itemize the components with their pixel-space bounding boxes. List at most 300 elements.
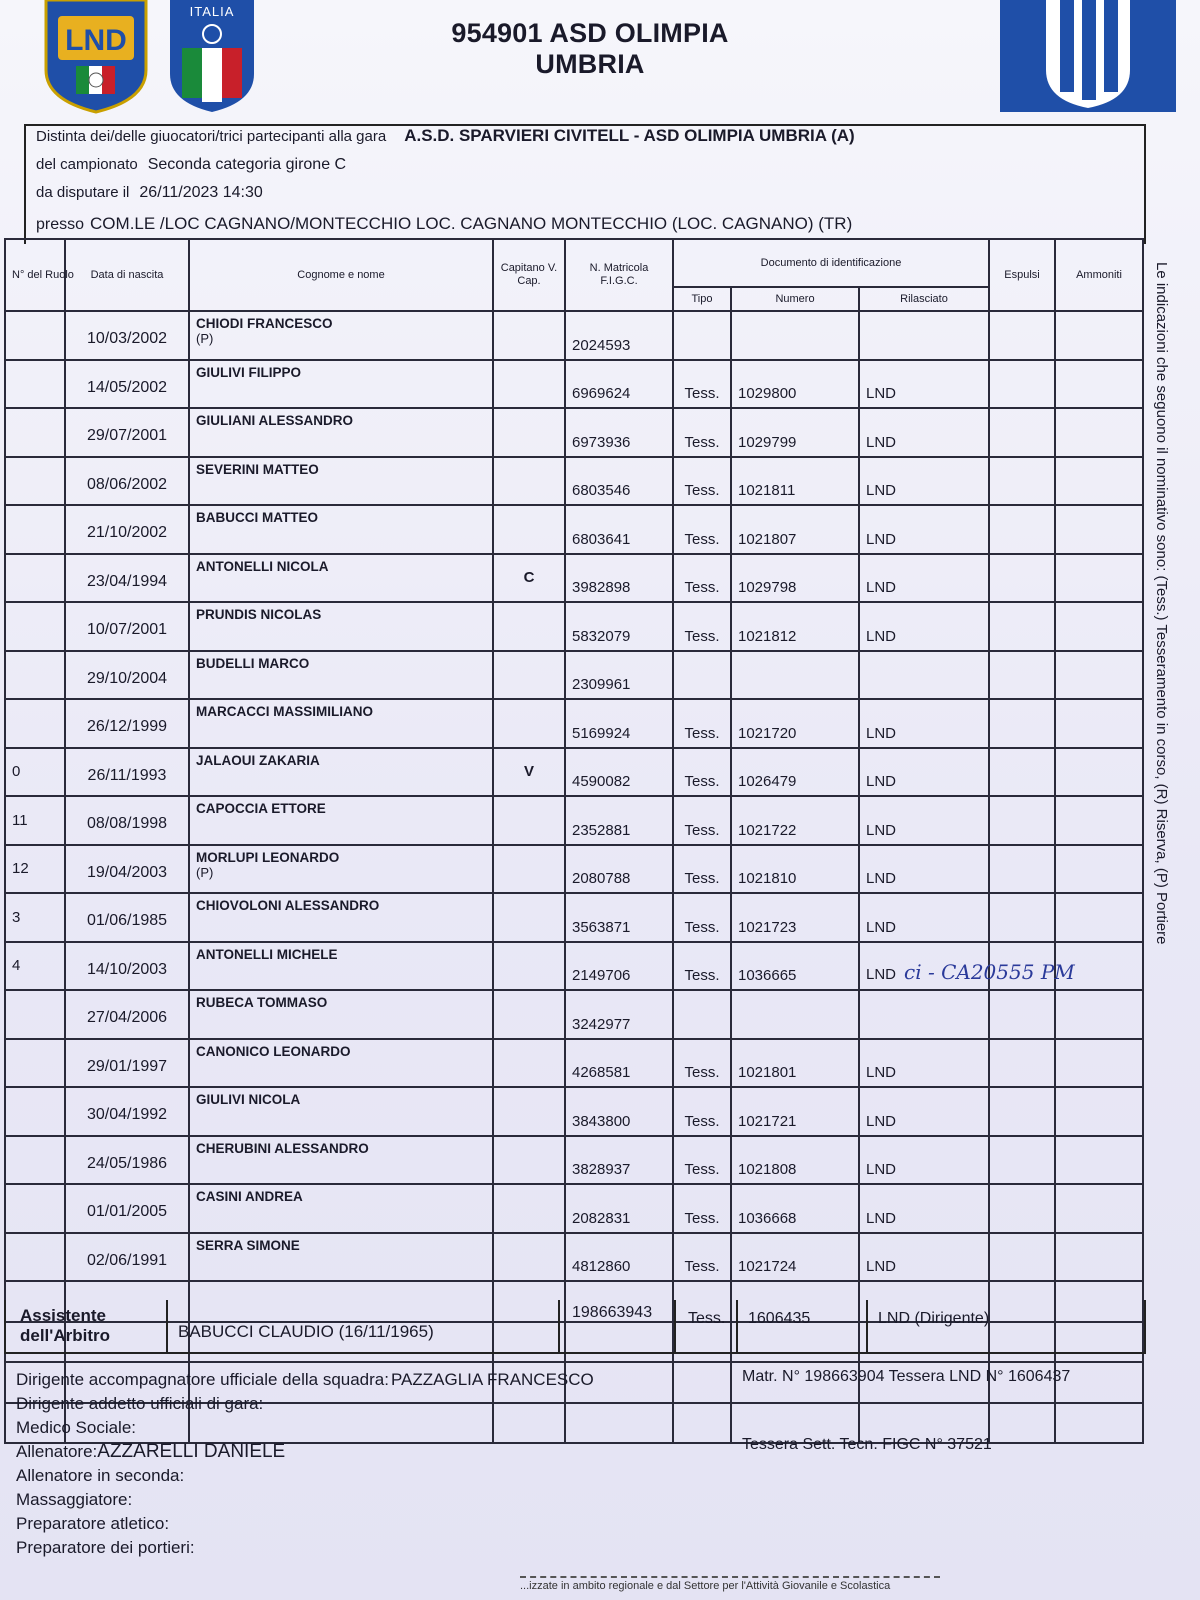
player-name: GIULIVI FILIPPO xyxy=(196,364,302,380)
footer-note: ...izzate in ambito regionale e dal Settore per l'Attività Giovanile e Scolastica xyxy=(520,1576,940,1592)
col-matricola: N. Matricola F.I.G.C. xyxy=(565,239,673,311)
cell-num: 1021724 xyxy=(731,1233,859,1282)
cell-ruolo xyxy=(5,311,65,360)
cell-dob: 01/06/1985 xyxy=(65,893,189,942)
cell-matr: 3563871 xyxy=(565,893,673,942)
col-tipo: Tipo xyxy=(673,287,731,311)
allenatore-tessera-info: Tessera Sett. Tecn. FIGC N° 37521 xyxy=(742,1436,992,1453)
cell-cap xyxy=(493,1039,565,1088)
cell-matr: 2082831 xyxy=(565,1184,673,1233)
cell-tipo: Tess. xyxy=(673,699,731,748)
cell-ammoniti xyxy=(1055,748,1143,797)
cell-dob: 19/04/2003 xyxy=(65,845,189,894)
cell-num: 1036668 xyxy=(731,1184,859,1233)
cell-num: 1021721 xyxy=(731,1087,859,1136)
cell-num: 1021722 xyxy=(731,796,859,845)
cell-matr: 3828937 xyxy=(565,1136,673,1185)
player-name: JALAOUI ZAKARIA xyxy=(196,752,320,768)
cell-dob: 21/10/2002 xyxy=(65,505,189,554)
cell-ruolo xyxy=(5,554,65,603)
cell-ammoniti xyxy=(1055,893,1143,942)
player-name: BUDELLI MARCO xyxy=(196,655,310,671)
cell-ammoniti xyxy=(1055,699,1143,748)
cell-ruolo xyxy=(5,1233,65,1282)
cell-ammoniti xyxy=(1055,602,1143,651)
cell-matr: 6803546 xyxy=(565,457,673,506)
assistant-rilasciato: LND (Dirigente) xyxy=(878,1310,990,1327)
cell-dob: 14/05/2002 xyxy=(65,360,189,409)
cell-matr: 3982898 xyxy=(565,554,673,603)
cell-name xyxy=(189,602,493,651)
cell-ril: LND xyxy=(859,602,989,651)
cell-num: 1029799 xyxy=(731,408,859,457)
player-name: ANTONELLI MICHELE xyxy=(196,946,338,962)
cell-ril: LND xyxy=(859,1233,989,1282)
cell-matr: 2080788 xyxy=(565,845,673,894)
cell-tipo: Tess. xyxy=(673,505,731,554)
cell-espulsi xyxy=(989,845,1055,894)
cell-tipo: Tess. xyxy=(673,893,731,942)
campionato-label: del campionato xyxy=(36,156,138,173)
preparatore-portieri xyxy=(16,1536,594,1560)
cell-matr: 3242977 xyxy=(565,990,673,1039)
cell-name xyxy=(189,408,493,457)
cell-espulsi xyxy=(989,1233,1055,1282)
cell-ruolo xyxy=(5,408,65,457)
cell-ruolo xyxy=(5,1039,65,1088)
cell-dob: 08/06/2002 xyxy=(65,457,189,506)
player-role-tag: (P) xyxy=(196,864,214,880)
cell-dob: 26/12/1999 xyxy=(65,699,189,748)
cell-num: 1026479 xyxy=(731,748,859,797)
allenatore-seconda xyxy=(16,1464,594,1488)
cell-ammoniti xyxy=(1055,408,1143,457)
lnd-logo xyxy=(42,0,150,112)
divider xyxy=(558,1300,560,1352)
col-data-nascita: Data di nascita xyxy=(65,239,189,311)
cell-cap xyxy=(493,942,565,991)
cell-ril xyxy=(859,990,989,1039)
cell-espulsi xyxy=(989,602,1055,651)
player-row xyxy=(5,942,1143,991)
cell-ammoniti xyxy=(1055,1039,1143,1088)
cell-tipo: Tess. xyxy=(673,1136,731,1185)
cell-cap xyxy=(493,408,565,457)
cell-num: 1021807 xyxy=(731,505,859,554)
cell-num xyxy=(731,990,859,1039)
player-row xyxy=(5,1039,1143,1088)
cell-name xyxy=(189,1233,493,1282)
cell-num: 1021812 xyxy=(731,602,859,651)
staff-block xyxy=(16,1368,594,1560)
svg-text:ITALIA: ITALIA xyxy=(189,4,235,19)
cell-espulsi xyxy=(989,457,1055,506)
roster-table xyxy=(4,238,1144,1444)
player-name: SERRA SIMONE xyxy=(196,1237,300,1253)
player-row xyxy=(5,311,1143,360)
player-row xyxy=(5,1184,1143,1233)
cell-cap xyxy=(493,990,565,1039)
allenatore xyxy=(16,1440,594,1464)
cell-name xyxy=(189,1184,493,1233)
cell-name xyxy=(189,554,493,603)
cell-num xyxy=(731,311,859,360)
cell-ammoniti xyxy=(1055,1136,1143,1185)
cell-cap xyxy=(493,893,565,942)
cell-espulsi xyxy=(989,1184,1055,1233)
cell-tipo: Tess. xyxy=(673,942,731,991)
dirigente-accompagnatore-label: Dirigente accompagnatore ufficiale della squadra: xyxy=(16,1370,389,1389)
roster-body xyxy=(5,311,1143,1443)
data-value: 26/11/2023 14:30 xyxy=(139,184,263,201)
cell-matr: 4590082 xyxy=(565,748,673,797)
preparatore-atletico xyxy=(16,1512,594,1536)
player-row xyxy=(5,602,1143,651)
cell-dob: 10/03/2002 xyxy=(65,311,189,360)
svg-text:LND: LND xyxy=(65,24,127,57)
cell-ruolo: 12 xyxy=(5,845,65,894)
cell-dob: 26/11/1993 xyxy=(65,748,189,797)
cell-espulsi xyxy=(989,893,1055,942)
cell-name xyxy=(189,796,493,845)
cell-matr: 2149706 xyxy=(565,942,673,991)
cell-dob: 23/04/1994 xyxy=(65,554,189,603)
cell-num: 1021801 xyxy=(731,1039,859,1088)
player-name: CHIODI FRANCESCO xyxy=(196,316,333,331)
cell-ammoniti xyxy=(1055,505,1143,554)
cell-ril: LND xyxy=(859,893,989,942)
assistant-matricola: 198663943 xyxy=(572,1304,653,1321)
cell-espulsi xyxy=(989,1087,1055,1136)
player-row xyxy=(5,1233,1143,1282)
assistant-numero: 1606435 xyxy=(748,1310,811,1327)
cell-num: 1021810 xyxy=(731,845,859,894)
cell-tipo: Tess. xyxy=(673,602,731,651)
cell-tipo: Tess. xyxy=(673,748,731,797)
distinta-line xyxy=(36,126,855,146)
presso-label: presso xyxy=(36,216,85,233)
cell-num: 1029798 xyxy=(731,554,859,603)
cell-ril: LND xyxy=(859,845,989,894)
cell-ammoniti xyxy=(1055,311,1143,360)
cell-ruolo: 11 xyxy=(5,796,65,845)
cell-matr: 6973936 xyxy=(565,408,673,457)
cell-ril xyxy=(859,942,1075,991)
rilasciato-value: LND xyxy=(866,966,897,983)
preparatore-atletico-label: Preparatore atletico: xyxy=(16,1514,170,1533)
player-name: SEVERINI MATTEO xyxy=(196,461,319,477)
cell-ril: LND xyxy=(859,1039,989,1088)
club-title: 954901 ASD OLIMPIA UMBRIA xyxy=(451,18,729,79)
col-numero: Numero xyxy=(731,287,859,311)
dirigente-addetto-label: Dirigente addetto ufficiali di gara: xyxy=(16,1394,264,1413)
cell-tipo xyxy=(673,311,731,360)
campionato-line xyxy=(36,156,346,174)
cell-dob: 08/08/1998 xyxy=(65,796,189,845)
cell-ammoniti xyxy=(1055,1233,1143,1282)
cell-espulsi xyxy=(989,990,1055,1039)
cell-tipo: Tess. xyxy=(673,796,731,845)
cell-ril: LND xyxy=(859,360,989,409)
player-name: MARCACCI MASSIMILIANO xyxy=(196,704,373,719)
cell-tipo: Tess. xyxy=(673,1184,731,1233)
player-row xyxy=(5,893,1143,942)
cell-ruolo xyxy=(5,1184,65,1233)
cell-cap xyxy=(493,505,565,554)
cell-cap xyxy=(493,1184,565,1233)
cell-tipo: Tess. xyxy=(673,408,731,457)
cell-cap xyxy=(493,457,565,506)
cell-ril: LND xyxy=(859,748,989,797)
cell-ammoniti xyxy=(1055,845,1143,894)
cell-tipo: Tess. xyxy=(673,1233,731,1282)
divider xyxy=(674,1300,676,1352)
cell-dob: 02/06/1991 xyxy=(65,1233,189,1282)
cell-espulsi xyxy=(989,311,1055,360)
legend-vertical-note xyxy=(1148,262,1174,992)
player-name: RUBECA TOMMASO xyxy=(196,995,328,1010)
cell-cap xyxy=(493,1136,565,1185)
cell-name xyxy=(189,1087,493,1136)
cell-num: 1021720 xyxy=(731,699,859,748)
cell-dob: 29/10/2004 xyxy=(65,651,189,700)
dirigente-addetto xyxy=(16,1392,594,1416)
distinta-label: Distinta dei/delle giuocatori/trici partecipanti alla gara xyxy=(36,128,387,145)
cell-cap: C xyxy=(493,554,565,603)
cell-tipo: Tess. xyxy=(673,554,731,603)
assistant-label xyxy=(20,1306,110,1346)
cell-ammoniti xyxy=(1055,457,1143,506)
player-row xyxy=(5,554,1143,603)
cell-matr: 4812860 xyxy=(565,1233,673,1282)
cell-tipo xyxy=(673,651,731,700)
cell-tipo: Tess. xyxy=(673,845,731,894)
cell-cap xyxy=(493,602,565,651)
cell-ril: LND xyxy=(859,1087,989,1136)
assistant-name: BABUCCI CLAUDIO (16/11/1965) xyxy=(178,1322,434,1341)
cell-ril: LND xyxy=(859,796,989,845)
preparatore-portieri-label: Preparatore dei portieri: xyxy=(16,1538,195,1557)
massaggiatore-label: Massaggiatore: xyxy=(16,1490,133,1509)
cell-ruolo xyxy=(5,602,65,651)
cell-dob: 01/01/2005 xyxy=(65,1184,189,1233)
cell-ril: LND xyxy=(859,505,989,554)
cell-ammoniti xyxy=(1055,1087,1143,1136)
distinta-value: A.S.D. SPARVIERI CIVITELL - ASD OLIMPIA UMBRIA (A) xyxy=(404,126,855,145)
cell-espulsi xyxy=(989,554,1055,603)
cell-matr: 5169924 xyxy=(565,699,673,748)
col-espulsi: Espulsi xyxy=(989,239,1055,311)
cell-ammoniti xyxy=(1055,990,1143,1039)
empty-cell xyxy=(673,1362,731,1403)
player-role-tag: (P) xyxy=(196,331,214,346)
assistant-tipo: Tess. xyxy=(688,1310,726,1327)
cell-ril: LND xyxy=(859,408,989,457)
match-info-block xyxy=(24,124,1146,244)
cell-ruolo xyxy=(5,699,65,748)
cell-ruolo xyxy=(5,990,65,1039)
cell-ruolo xyxy=(5,360,65,409)
col-rilasciato: Rilasciato xyxy=(859,287,989,311)
cell-name xyxy=(189,457,493,506)
player-name: MORLUPI LEONARDO xyxy=(196,849,340,865)
player-name: CHERUBINI ALESSANDRO xyxy=(196,1140,369,1156)
cell-dob: 29/07/2001 xyxy=(65,408,189,457)
cell-ruolo xyxy=(5,457,65,506)
player-name: ANTONELLI NICOLA xyxy=(196,558,329,574)
cell-matr: 6803641 xyxy=(565,505,673,554)
cell-cap xyxy=(493,651,565,700)
player-row xyxy=(5,845,1143,894)
data-label: da disputare il xyxy=(36,184,130,201)
cell-name xyxy=(189,748,493,797)
cell-matr: 4268581 xyxy=(565,1039,673,1088)
cell-dob: 29/01/1997 xyxy=(65,1039,189,1088)
divider xyxy=(866,1300,868,1352)
cell-name xyxy=(189,311,493,360)
cell-name xyxy=(189,942,493,991)
player-name: CAPOCCIA ETTORE xyxy=(196,801,326,816)
empty-cell xyxy=(989,1403,1055,1444)
cell-cap xyxy=(493,796,565,845)
cell-tipo xyxy=(673,990,731,1039)
cell-num: 1021808 xyxy=(731,1136,859,1185)
cell-ruolo xyxy=(5,1087,65,1136)
cell-tipo: Tess. xyxy=(673,360,731,409)
presso-value: COM.LE /LOC CAGNANO/MONTECCHIO LOC. CAGNANO MONTECCHIO (LOC. CAGNANO) (TR) xyxy=(90,214,853,233)
dirigente-accompagnatore-value: PAZZAGLIA FRANCESCO xyxy=(390,1370,594,1389)
table-header-row xyxy=(5,239,1143,287)
cell-espulsi xyxy=(989,699,1055,748)
cell-matr: 3843800 xyxy=(565,1087,673,1136)
presso-line xyxy=(36,214,852,234)
cell-espulsi xyxy=(989,1136,1055,1185)
cell-ril: LND xyxy=(859,1136,989,1185)
cell-ammoniti xyxy=(1055,651,1143,700)
cell-ruolo: 0 xyxy=(5,748,65,797)
cell-espulsi xyxy=(989,1039,1055,1088)
medico-sociale xyxy=(16,1416,594,1440)
cell-espulsi xyxy=(989,651,1055,700)
cell-matr: 2024593 xyxy=(565,311,673,360)
cell-cap xyxy=(493,1087,565,1136)
cell-num xyxy=(731,651,859,700)
cell-cap: V xyxy=(493,748,565,797)
cell-dob: 30/04/1992 xyxy=(65,1087,189,1136)
col-ruolo: N° del Ruolo xyxy=(5,239,65,311)
player-row xyxy=(5,1087,1143,1136)
player-row xyxy=(5,990,1143,1039)
italia-logo xyxy=(168,0,256,112)
allenatore-seconda-label: Allenatore in seconda: xyxy=(16,1466,185,1485)
cell-cap xyxy=(493,360,565,409)
cell-dob: 24/05/1986 xyxy=(65,1136,189,1185)
cell-matr: 5832079 xyxy=(565,602,673,651)
player-name: CHIOVOLONI ALESSANDRO xyxy=(196,898,380,913)
col-capitano: Capitano V. Cap. xyxy=(493,239,565,311)
player-name: BABUCCI MATTEO xyxy=(196,510,318,525)
cell-name xyxy=(189,845,493,894)
cell-name xyxy=(189,699,493,748)
assistant-label-line2: dell'Arbitro xyxy=(20,1326,110,1345)
cell-matr: 6969624 xyxy=(565,360,673,409)
cell-cap xyxy=(493,699,565,748)
player-row xyxy=(5,505,1143,554)
cell-ruolo: 3 xyxy=(5,893,65,942)
cell-espulsi xyxy=(989,748,1055,797)
cell-dob: 14/10/2003 xyxy=(65,942,189,991)
player-name: CANONICO LEONARDO xyxy=(196,1043,351,1059)
cell-ruolo xyxy=(5,651,65,700)
cell-name xyxy=(189,651,493,700)
cell-num: 1021723 xyxy=(731,893,859,942)
col-cognome-nome: Cognome e nome xyxy=(189,239,493,311)
cell-name xyxy=(189,1039,493,1088)
player-row xyxy=(5,360,1143,409)
cell-tipo: Tess. xyxy=(673,1039,731,1088)
cell-espulsi xyxy=(989,408,1055,457)
cell-ammoniti xyxy=(1055,554,1143,603)
col-documento: Documento di identificazione xyxy=(673,239,989,287)
player-name: GIULIANI ALESSANDRO xyxy=(196,413,354,428)
player-name: CASINI ANDREA xyxy=(196,1189,303,1204)
cell-matr: 2309961 xyxy=(565,651,673,700)
player-row xyxy=(5,651,1143,700)
dirigente-matricola-info: Matr. N° 198663904 Tessera LND N° 1606437 xyxy=(742,1368,1071,1385)
cell-dob: 27/04/2006 xyxy=(65,990,189,1039)
player-name: PRUNDIS NICOLAS xyxy=(196,607,322,622)
campionato-value: Seconda categoria girone C xyxy=(147,156,347,173)
empty-cell xyxy=(673,1403,731,1444)
cell-ril: LND xyxy=(859,457,989,506)
cell-cap xyxy=(493,1233,565,1282)
cell-num: 1036665 xyxy=(731,942,859,991)
cell-ruolo: 4 xyxy=(5,942,65,991)
cell-tipo: Tess. xyxy=(673,1087,731,1136)
cell-name xyxy=(189,505,493,554)
allenatore-label: Allenatore: xyxy=(16,1442,98,1461)
cell-espulsi xyxy=(989,796,1055,845)
cell-name xyxy=(189,893,493,942)
cell-ril xyxy=(859,311,989,360)
cell-ril: LND xyxy=(859,554,989,603)
cell-ammoniti xyxy=(1055,1184,1143,1233)
cell-matr: 2352881 xyxy=(565,796,673,845)
player-row xyxy=(5,408,1143,457)
divider xyxy=(736,1300,738,1352)
massaggiatore xyxy=(16,1488,594,1512)
player-row xyxy=(5,699,1143,748)
col-ammoniti: Ammoniti xyxy=(1055,239,1143,311)
player-name: GIULIVI NICOLA xyxy=(196,1092,301,1107)
cell-name xyxy=(189,360,493,409)
cell-name xyxy=(189,1136,493,1185)
player-row xyxy=(5,748,1143,797)
cell-dob: 10/07/2001 xyxy=(65,602,189,651)
player-row xyxy=(5,1136,1143,1185)
cell-tipo: Tess. xyxy=(673,457,731,506)
cell-espulsi xyxy=(989,360,1055,409)
cell-num: 1029800 xyxy=(731,360,859,409)
player-row xyxy=(5,457,1143,506)
cell-ammoniti xyxy=(1055,796,1143,845)
cell-name xyxy=(189,990,493,1039)
legend-text: Le indicazioni che seguono il nominativo sono: (Tess.) Tesseramento in corso, (R) Riserva, (P) Portiere xyxy=(1153,262,1170,945)
club-logo xyxy=(1000,0,1176,112)
handwritten-note: ci - CA20555 PM xyxy=(904,960,1075,984)
cell-ammoniti xyxy=(1055,360,1143,409)
cell-ruolo xyxy=(5,505,65,554)
